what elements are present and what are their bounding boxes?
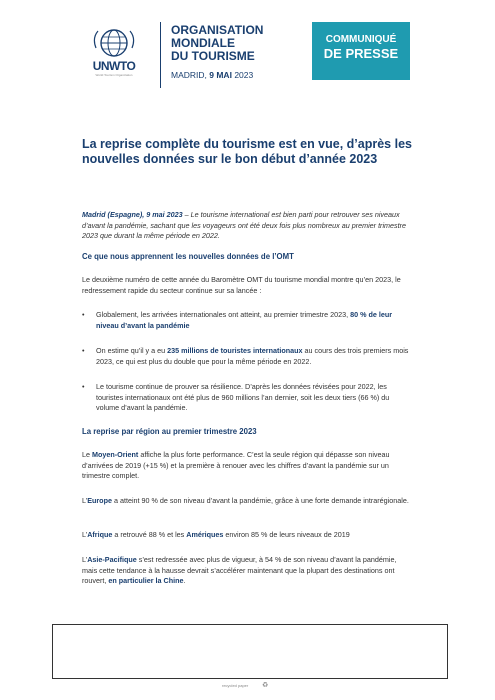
header-divider <box>160 22 161 88</box>
paragraph-africa-americas: L’Afrique a retrouvé 88 % et les Amériques environ 85 % de leurs niveaux de 2019 <box>82 530 350 539</box>
list-item <box>82 310 412 331</box>
globe-icon <box>86 28 142 58</box>
region-asia-pacific: Asie-Pacifique <box>87 555 137 564</box>
paragraph-europe: L’Europe a atteint 90 % de son niveau d’avant la pandémie, grâce à une forte demande intrarégionale. <box>82 496 409 505</box>
bullet-text: Le tourisme continue de prouver sa résilience. D’après les données révisées pour 2022, les touristes internationaux ont été plus de 960 millions l’an dernier, soit les deux tiers (66 %) du volume d’avant la pandémie. <box>96 382 390 413</box>
lead-text: – Le tourisme international est bien parti pour retrouver ses niveaux d’avant la pandémie, sachant que les voyageurs ont été deux fois plus nombreux au premier trimestre 2023 que durant la même période en 2022. <box>82 210 407 241</box>
recycle-icon: ♻ <box>262 682 269 689</box>
list-item <box>82 382 412 414</box>
bullet-icon: • <box>82 382 85 391</box>
logo-text: UNWTO <box>92 59 136 73</box>
section1-intro: Le deuxième numéro de cette année du Baromètre OMT du tourisme mondial montre qu’en 2023, le redressement rapide du secteur continue sur sa lancée : <box>82 275 401 295</box>
highlight-china: en particulier la Chine <box>108 576 184 586</box>
logo-subtext: World Tourism Organization <box>95 73 133 77</box>
region-middle-east: Moyen-Orient <box>92 450 139 459</box>
bullet-text: Globalement, les arrivées internationales ont atteint, au premier trimestre 2023, <box>96 310 351 319</box>
paragraph-middle-east: Le Moyen-Orient affiche la plus forte performance. C’est la seule région qui dépasse son niveau d’arrivées de 2019 (+15 %) et la première à renouer avec les chiffres d’avant la pandémie sur un trimestre complet. <box>82 450 390 481</box>
list-item <box>82 346 412 367</box>
dateline-date: 9 MAI <box>209 70 232 80</box>
bullet-icon: • <box>82 310 85 319</box>
lead-paragraph <box>82 210 412 242</box>
region-europe: Europe <box>87 496 112 505</box>
dateline-place: MADRID, <box>171 70 207 80</box>
bullet-icon: • <box>82 346 85 355</box>
footer-text: recycled paper <box>222 683 249 688</box>
bullet-text-end: au cours des trois premiers mois 2023, ce qui est plus du double que pour la même période en 2022. <box>96 346 409 366</box>
bullet-highlight: 235 millions de touristes internationaux <box>167 346 303 355</box>
press-release-badge <box>312 22 410 80</box>
org-line-2: MONDIALE <box>171 36 235 50</box>
badge-line-1: COMMUNIQUÉ <box>325 34 397 45</box>
unwto-logo <box>86 28 142 77</box>
page-title: La reprise complète du tourisme est en vue, d’après les nouvelles données sur le bon début d’année 2023 <box>82 137 412 166</box>
dateline <box>171 70 253 80</box>
footer-box <box>52 624 448 679</box>
org-line-1: ORGANISATION <box>171 23 264 37</box>
paragraph-asia-pacific: L’Asie-Pacifique s’est redressée avec plus de vigueur, à 54 % de son niveau d’avant la pandémie, mais cette tendance à la hausse devrait s’accélérer maintenant que la plupart des destinations ont rouvert, en particulier la Chine. <box>82 555 397 586</box>
dateline-year: 2023 <box>234 70 254 80</box>
section-heading-omt-data: Ce que nous apprennent les nouvelles données de l’OMT <box>82 252 294 261</box>
organisation-name <box>171 24 263 63</box>
section-heading-regions: La reprise par région au premier trimestre 2023 <box>82 427 257 436</box>
region-americas: Amériques <box>186 530 224 539</box>
org-line-3: DU TOURISME <box>171 49 255 63</box>
badge-line-2: DE PRESSE <box>323 46 399 61</box>
lead-dateline: Madrid (Espagne), 9 mai 2023 <box>82 210 183 219</box>
bullet-highlight: 80 % de leur niveau d’avant la pandémie <box>96 310 393 330</box>
region-africa: Afrique <box>87 530 113 539</box>
bullet-text: On estime qu’il y a eu <box>96 346 168 355</box>
